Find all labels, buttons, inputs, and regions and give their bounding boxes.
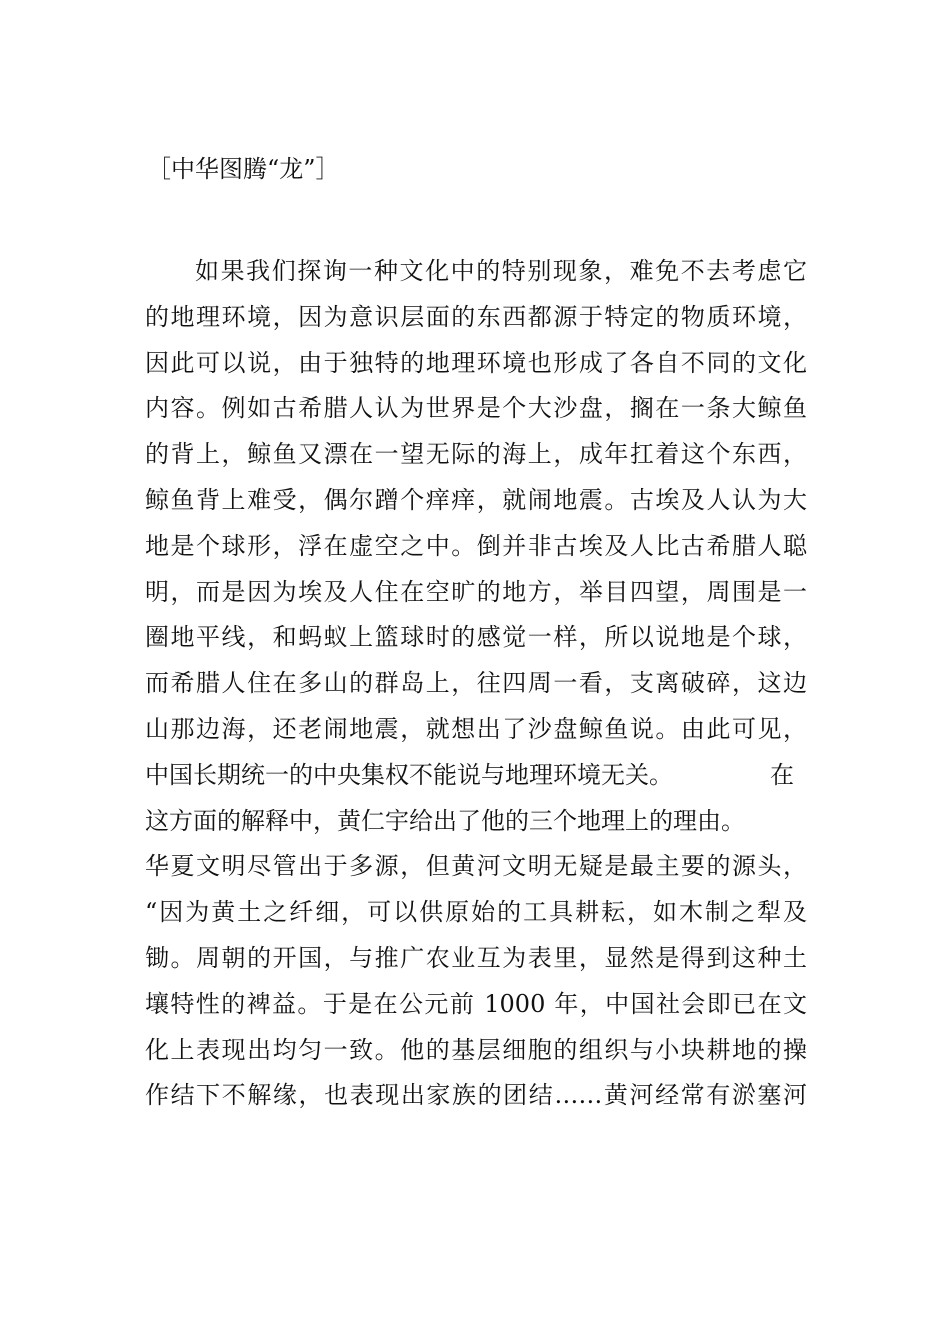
paragraph-line: 这方面的解释中，黄仁宇给出了他的三个地理上的理由。: [145, 806, 745, 835]
paragraph-line: “因为黄土之纤细，可以供原始的工具耕耘，如木制之犁及: [145, 898, 807, 927]
paragraph-line: 华夏文明尽管出于多源，但黄河文明无疑是最主要的源头，: [145, 852, 807, 881]
paragraph-line-with-gap: [145, 759, 807, 805]
paragraph-line: 作结下不解缘，也表现出家族的团结……黄河经常有淤塞河: [145, 1081, 807, 1110]
paragraph-line: 化上表现出均匀一致。他的基层细胞的组织与小块耕地的操: [145, 1035, 807, 1064]
paragraph-line: 而希腊人住在多山的群岛上，往四周一看，支离破碎，这边: [145, 669, 807, 698]
section-heading: ［中华图腾“龙”］: [147, 155, 340, 183]
paragraph-line: 圈地平线，和蚂蚁上篮球时的感觉一样，所以说地是个球，: [145, 623, 807, 652]
paragraph-line: 壤特性的裨益。于是在公元前 1000 年，中国社会即已在文: [145, 989, 807, 1018]
paragraph-trailing-word: 在: [770, 760, 794, 789]
paragraph-line: 因此可以说，由于独特的地理环境也形成了各自不同的文化: [145, 348, 807, 377]
paragraph-line: 地是个球形，浮在虚空之中。倒并非古埃及人比古希腊人聪: [145, 531, 807, 560]
paragraph-line: 明，而是因为埃及人住在空旷的地方，举目四望，周围是一: [145, 577, 807, 606]
paragraph-line: 鲸鱼背上难受，偶尔蹭个痒痒，就闹地震。古埃及人认为大: [145, 485, 807, 514]
paragraph-line: 的地理环境，因为意识层面的东西都源于特定的物质环境，: [145, 302, 807, 331]
paragraph-line: 如果我们探询一种文化中的特别现象，难免不去考虑它: [195, 257, 807, 285]
paragraph-line: 锄。周朝的开国，与推广农业互为表里，显然是得到这种土: [145, 943, 807, 972]
body-text: [145, 255, 810, 1125]
paragraph-line: 山那边海，还老闹地震，就想出了沙盘鲸鱼说。由此可见，: [145, 714, 807, 743]
paragraph-line: 内容。例如古希腊人认为世界是个大沙盘，搁在一条大鲸鱼: [145, 394, 807, 423]
paragraph-line: 的背上，鲸鱼又漂在一望无际的海上，成年扛着这个东西，: [145, 440, 807, 469]
paragraph-line-text: 中国长期统一的中央集权不能说与地理环境无关。: [145, 760, 673, 789]
